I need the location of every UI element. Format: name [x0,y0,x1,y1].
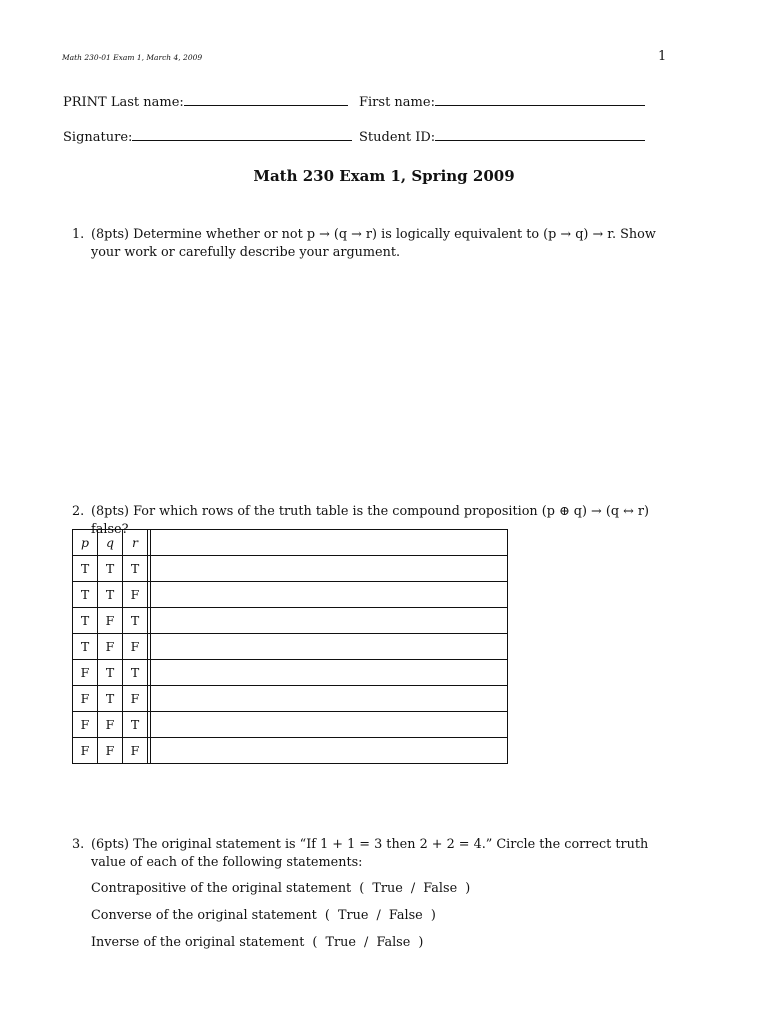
question-2-text: (8pts) For which rows of the truth table is the compound proposition (p ⊕ q) → (q ↔ r) false? [91,504,649,537]
last-name-line[interactable] [184,93,348,106]
table-row [73,556,508,582]
table-row [73,582,508,608]
cell-q: T [98,582,123,608]
cell-q: T [98,660,123,686]
cell-r: T [123,556,148,582]
header-q: q [98,530,123,556]
table-row [73,686,508,712]
header-r: r [123,530,148,556]
option-converse: Converse of the original statement ( True / False ) [91,908,436,923]
answer-cell[interactable] [151,738,508,764]
question-3-number: 3. [72,837,85,852]
question-1-text: (8pts) Determine whether or not p → (q → r) is logically equivalent to (p → q) → r. Show your work or carefully describe your argument. [91,227,656,260]
answer-cell[interactable] [151,634,508,660]
question-3-text: (6pts) The original statement is “If 1 + 1 = 3 then 2 + 2 = 4.” Circle the correct truth value of each of the following statements: [91,837,649,870]
first-name-line[interactable] [435,93,645,106]
answer-cell[interactable] [151,582,508,608]
student-id-label: Student ID: [359,130,436,145]
first-name-field[interactable] [359,93,645,110]
cell-p: T [73,608,98,634]
student-id-line[interactable] [435,128,645,141]
cell-q: F [98,712,123,738]
student-id-field[interactable] [359,128,645,145]
answer-cell[interactable] [151,530,508,556]
cell-q: T [98,556,123,582]
signature-field[interactable] [63,128,352,145]
true-choice[interactable]: True [372,881,403,896]
cell-p: F [73,686,98,712]
choice-separator: / [410,881,416,896]
table-row [73,660,508,686]
cell-r: T [123,712,148,738]
answer-cell[interactable] [151,660,508,686]
option-label: Converse of the original statement [91,908,317,923]
cell-q: F [98,634,123,660]
choice-separator: / [376,908,381,923]
answer-cell[interactable] [151,608,508,634]
option-contrapositive: Contrapositive of the original statement ( True / False ) [91,881,471,896]
first-name-label: First name: [359,95,435,110]
choice-separator: / [364,935,369,950]
true-choice[interactable]: True [325,935,356,950]
cell-p: T [73,582,98,608]
table-row [73,608,508,634]
cell-r: F [123,582,148,608]
question-1-number: 1. [72,227,85,242]
table-row [73,738,508,764]
table-row [73,712,508,738]
false-choice[interactable]: False [376,935,411,950]
option-label: Contrapositive of the original statement [91,881,352,896]
exam-title: Math 230 Exam 1, Spring 2009 [253,167,515,185]
truth-table [72,529,508,764]
cell-p: F [73,738,98,764]
cell-p: F [73,712,98,738]
option-inverse: Inverse of the original statement ( True / False ) [91,935,424,950]
answer-cell[interactable] [151,712,508,738]
page-number: 1 [658,49,667,64]
truth-table-header-row [73,530,508,556]
signature-label: Signature: [63,130,133,145]
option-label: Inverse of the original statement [91,935,305,950]
running-head: Math 230-01 Exam 1, March 4, 2009 [62,53,203,62]
cell-q: F [98,608,123,634]
last-name-field[interactable] [63,93,348,110]
cell-r: F [123,738,148,764]
signature-line[interactable] [132,128,352,141]
true-choice[interactable]: True [337,908,369,923]
false-choice[interactable]: False [423,881,458,896]
header-p: p [73,530,98,556]
cell-p: T [73,556,98,582]
answer-cell[interactable] [151,686,508,712]
cell-r: T [123,608,148,634]
question-2-number: 2. [72,504,85,519]
cell-r: T [123,660,148,686]
cell-r: F [123,634,148,660]
cell-p: T [73,634,98,660]
false-choice[interactable]: False [388,908,423,923]
cell-p: F [73,660,98,686]
table-row [73,634,508,660]
cell-q: T [98,686,123,712]
cell-r: F [123,686,148,712]
cell-q: F [98,738,123,764]
last-name-label: PRINT Last name: [63,95,184,110]
answer-cell[interactable] [151,556,508,582]
